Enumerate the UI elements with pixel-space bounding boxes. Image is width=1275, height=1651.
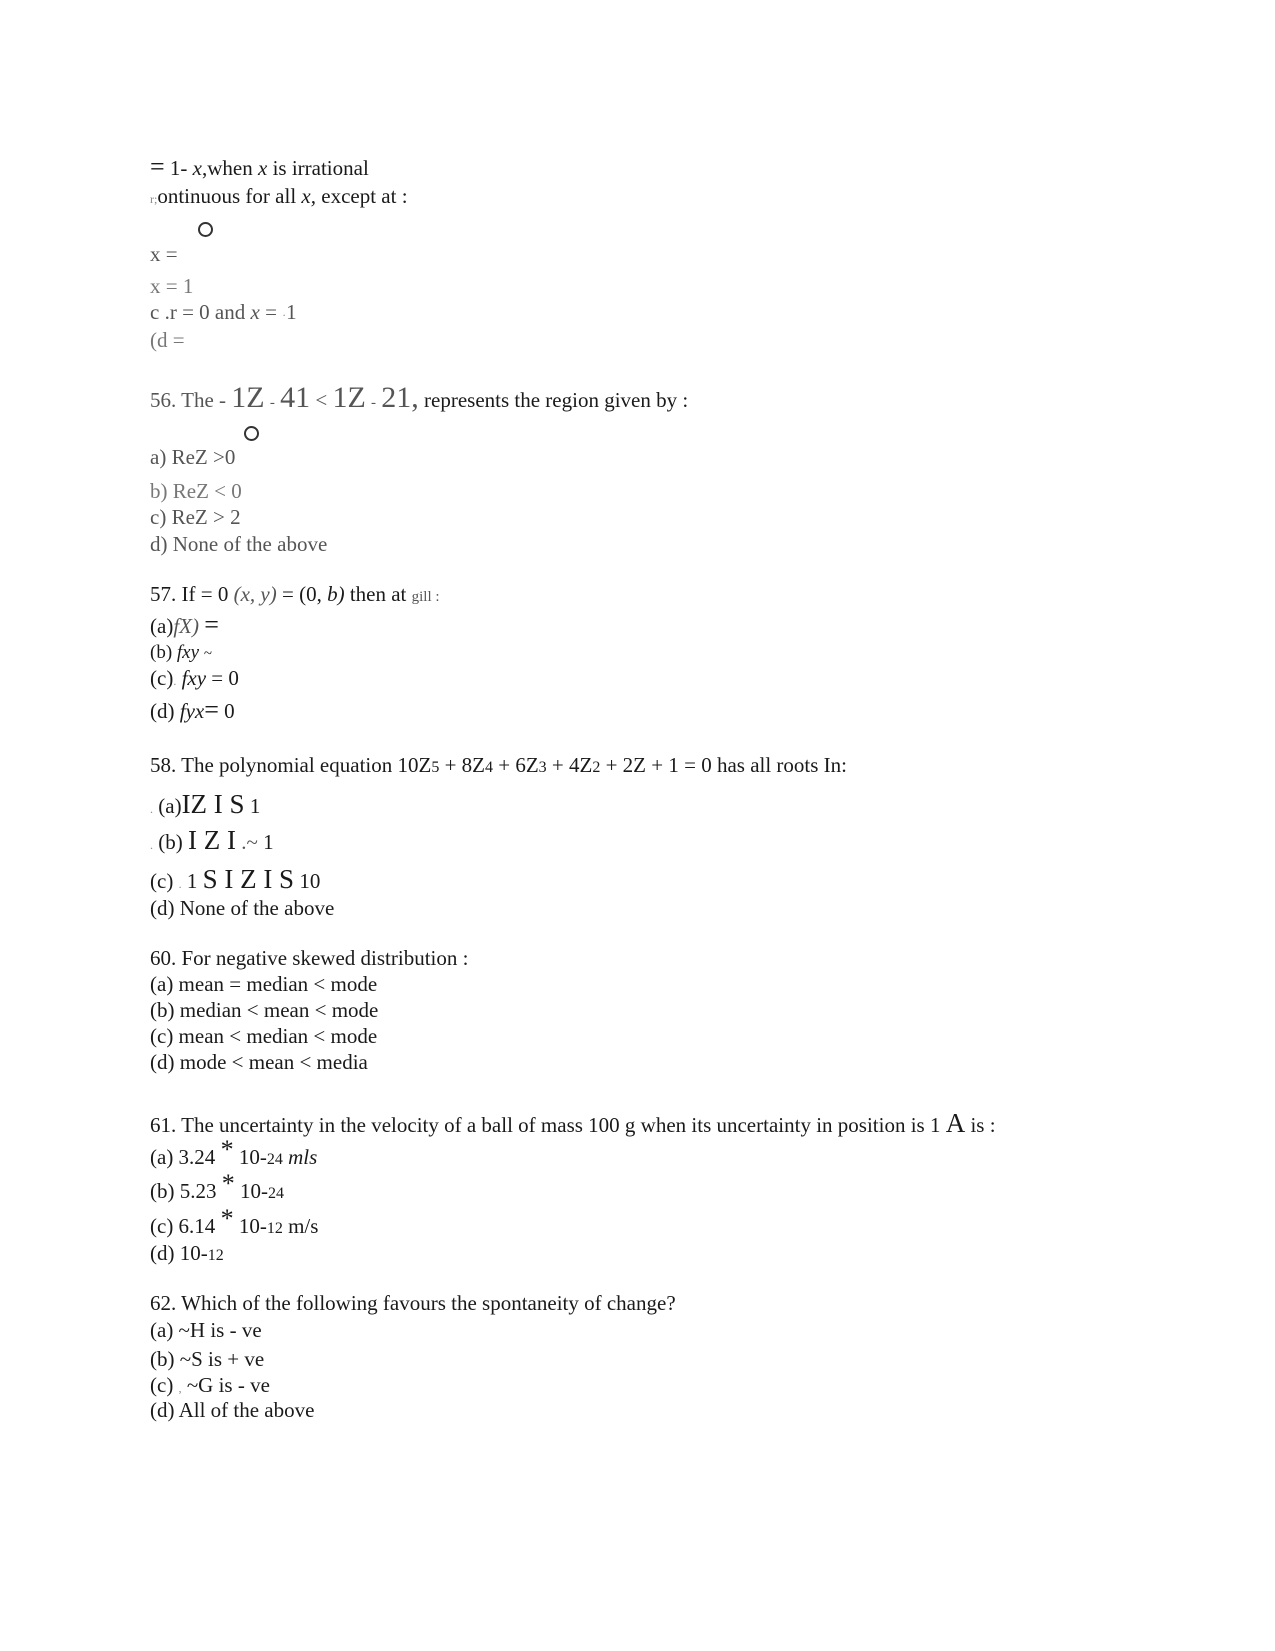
q60-option-b: (b) median < mean < mode xyxy=(150,998,379,1022)
q57-option-a: (a)fX) = xyxy=(150,610,219,639)
q62-question: 62. Which of the following favours the spontaneity of change? xyxy=(150,1291,676,1315)
q57-option-c: (c). fxy = 0 xyxy=(150,666,239,690)
q57-question: 57. If = 0 (x, y) = (0, b) then at gill : xyxy=(150,582,440,606)
block0-line4: x = 1 xyxy=(150,274,194,298)
q62-option-d: (d) All of the above xyxy=(150,1398,315,1422)
q61-option-c: (c) 6.14 * 10-12 m/s xyxy=(150,1204,319,1238)
q61-option-b: (b) 5.23 * 10-24 xyxy=(150,1169,284,1203)
q61-option-d: (d) 10-12 xyxy=(150,1241,224,1265)
q58-option-c: (c) . 1 S I Z I S 10 xyxy=(150,864,321,894)
block0-line5: c .r = 0 and x = ·1 xyxy=(150,300,297,324)
q60-option-d: (d) mode < mean < media xyxy=(150,1050,368,1074)
block0-line1: = 1- x,when x is irrational xyxy=(150,152,369,181)
q57-option-d: (d) fyx= 0 xyxy=(150,695,235,724)
block0-line2: r;ontinuous for all x, except at : xyxy=(150,184,408,208)
q56-option-d: d) None of the above xyxy=(150,532,328,556)
q61-question: 61. The uncertainty in the velocity of a ball of mass 100 g when its uncertainty in position is 1 A is : xyxy=(150,1108,996,1138)
q61-option-a: (a) 3.24 * 10-24 mls xyxy=(150,1135,318,1169)
q56-question: 56. The - 1Z - 41 < 1Z - 21, represents the region given by : xyxy=(150,381,689,414)
q60-question: 60. For negative skewed distribution : xyxy=(150,946,469,970)
q62-option-b: (b) ~S is + ve xyxy=(150,1347,265,1371)
q56-option-a: a) ReZ >0 xyxy=(150,445,236,469)
q62-option-c: (c) , ~G is - ve xyxy=(150,1373,270,1397)
block0-line3: x = xyxy=(150,242,178,266)
q58-option-b: . (b) I Z I .~ 1 xyxy=(150,825,274,855)
q57-option-b: (b) fxy ~ xyxy=(150,642,212,663)
q58-question: 58. The polynomial equation 10Z5 + 8Z4 + 6Z3 + 4Z2 + 2Z + 1 = 0 has all roots In: xyxy=(150,753,848,777)
circle-mark-icon xyxy=(244,426,259,441)
q56-option-b: b) ReZ < 0 xyxy=(150,479,242,503)
q62-option-a: (a) ~H is - ve xyxy=(150,1318,262,1342)
q60-option-a: (a) mean = median < mode xyxy=(150,972,378,996)
q60-option-c: (c) mean < median < mode xyxy=(150,1024,378,1048)
q56-option-c: c) ReZ > 2 xyxy=(150,505,241,529)
q58-option-a: . (a)IZ I S 1 xyxy=(150,789,261,819)
block0-line6: (d = xyxy=(150,328,185,352)
q58-option-d: (d) None of the above xyxy=(150,896,335,920)
circle-mark-icon xyxy=(198,222,213,237)
